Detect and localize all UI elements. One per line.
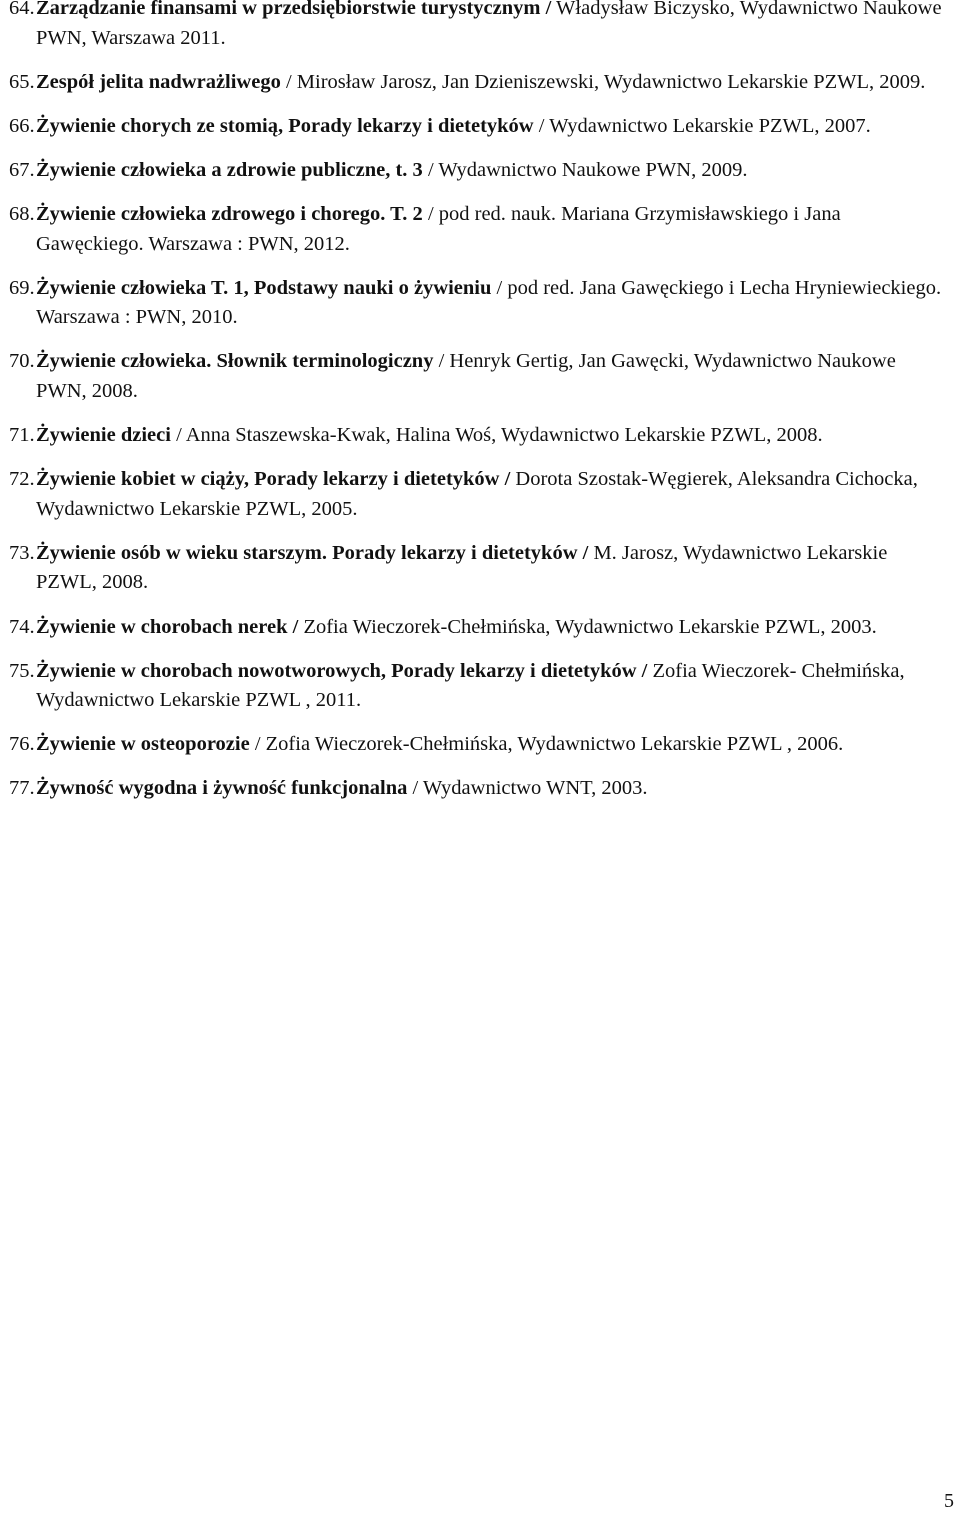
entry-title: Żywienie w chorobach nerek / bbox=[36, 615, 299, 638]
entry-details: / Wydawnictwo Lekarskie PZWL, 2007. bbox=[533, 114, 871, 137]
entry-title: Zespół jelita nadwrażliwego bbox=[36, 70, 281, 93]
bibliography-entry bbox=[10, 421, 945, 451]
bibliography-entry bbox=[10, 774, 945, 804]
entry-details: / Wydawnictwo WNT, 2003. bbox=[407, 777, 648, 800]
entry-number: 73. bbox=[9, 541, 35, 564]
entry-number: 77. bbox=[9, 777, 35, 800]
entry-details: / Zofia Wieczorek-Chełmińska, Wydawnictwo Lekarskie PZWL , 2006. bbox=[249, 733, 844, 756]
bibliography-entry bbox=[10, 730, 945, 760]
bibliography-entry bbox=[10, 657, 945, 716]
bibliography-entry bbox=[10, 347, 945, 406]
entry-number: 68. bbox=[9, 202, 35, 225]
entry-details: / pod red. nauk. Mariana Grzymisławskiego i Jana Gawęckiego. Warszawa : PWN, 2012. bbox=[36, 202, 841, 255]
entry-title: Żywienie w chorobach nowotworowych, Porady lekarzy i dietetyków / bbox=[36, 659, 648, 682]
entry-details: / pod red. Jana Gawęckiego i Lecha Hryniewieckiego. Warszawa : PWN, 2010. bbox=[36, 276, 942, 329]
entry-title: Żywienie osób w wieku starszym. Porady lekarzy i dietetyków / bbox=[36, 541, 589, 564]
page-number: 5 bbox=[944, 1490, 954, 1512]
entry-number: 65. bbox=[9, 70, 35, 93]
entry-details: / Henryk Gertig, Jan Gawęcki, Wydawnictwo Naukowe PWN, 2008. bbox=[36, 350, 896, 402]
entry-number: 72. bbox=[9, 468, 35, 491]
entry-title: Żywienie w osteoporozie bbox=[36, 733, 250, 756]
bibliography-entry bbox=[10, 112, 945, 142]
entry-number: 71. bbox=[9, 424, 35, 447]
entry-title: Żywienie człowieka. Słownik terminologiczny bbox=[36, 350, 434, 373]
entry-title: Żywienie dzieci bbox=[36, 424, 171, 447]
entry-number: 66. bbox=[9, 114, 35, 137]
bibliography-entry bbox=[10, 68, 945, 98]
entry-details: Zofia Wieczorek-Chełmińska, Wydawnictwo Lekarskie PZWL, 2003. bbox=[298, 615, 877, 638]
entry-title: Żywienie człowieka a zdrowie publiczne, t. 3 bbox=[36, 158, 423, 181]
entry-details: Zofia Wieczorek- Chełmińska, Wydawnictwo Lekarskie PZWL , 2011. bbox=[36, 659, 905, 712]
entry-number: 76. bbox=[9, 733, 35, 756]
entry-details: M. Jarosz, Wydawnictwo Lekarskie PZWL, 2008. bbox=[36, 541, 888, 594]
bibliography-entry bbox=[10, 156, 945, 186]
entry-title: Żywienie człowieka zdrowego i chorego. T. 2 bbox=[36, 202, 423, 225]
bibliography-entry bbox=[10, 539, 945, 598]
entry-number: 75. bbox=[9, 659, 35, 682]
entry-title: Żywienie chorych ze stomią, Porady lekarzy i dietetyków bbox=[36, 114, 534, 137]
entry-number: 67. bbox=[9, 158, 35, 181]
entry-title: Żywienie człowieka T. 1, Podstawy nauki o żywieniu bbox=[36, 276, 492, 299]
entry-details: Władysław Biczysko, Wydawnictwo Naukowe PWN, Warszawa 2011. bbox=[36, 0, 942, 49]
entry-number: 74. bbox=[9, 615, 35, 638]
entry-number: 70. bbox=[9, 350, 35, 373]
entry-number: 69. bbox=[9, 276, 35, 299]
entry-details: / Mirosław Jarosz, Jan Dzieniszewski, Wydawnictwo Lekarskie PZWL, 2009. bbox=[280, 70, 926, 93]
bibliography-entry bbox=[10, 465, 945, 524]
bibliography-list bbox=[10, 0, 945, 818]
bibliography-entry bbox=[10, 200, 945, 259]
entry-details: / Anna Staszewska-Kwak, Halina Woś, Wydawnictwo Lekarskie PZWL, 2008. bbox=[170, 424, 823, 447]
entry-title: Żywność wygodna i żywność funkcjonalna bbox=[36, 777, 408, 800]
entry-title: Zarządzanie finansami w przedsiębiorstwie turystycznym / bbox=[36, 0, 552, 19]
entry-details: / Wydawnictwo Naukowe PWN, 2009. bbox=[422, 158, 748, 181]
bibliography-entry bbox=[10, 274, 945, 333]
entry-number: 64. bbox=[9, 0, 35, 19]
bibliography-entry bbox=[10, 0, 945, 53]
entry-title: Żywienie kobiet w ciąży, Porady lekarzy i dietetyków / bbox=[36, 468, 511, 491]
entry-details: Dorota Szostak-Węgierek, Aleksandra Cichocka, Wydawnictwo Lekarskie PZWL, 2005. bbox=[36, 468, 918, 520]
bibliography-entry bbox=[10, 613, 945, 643]
